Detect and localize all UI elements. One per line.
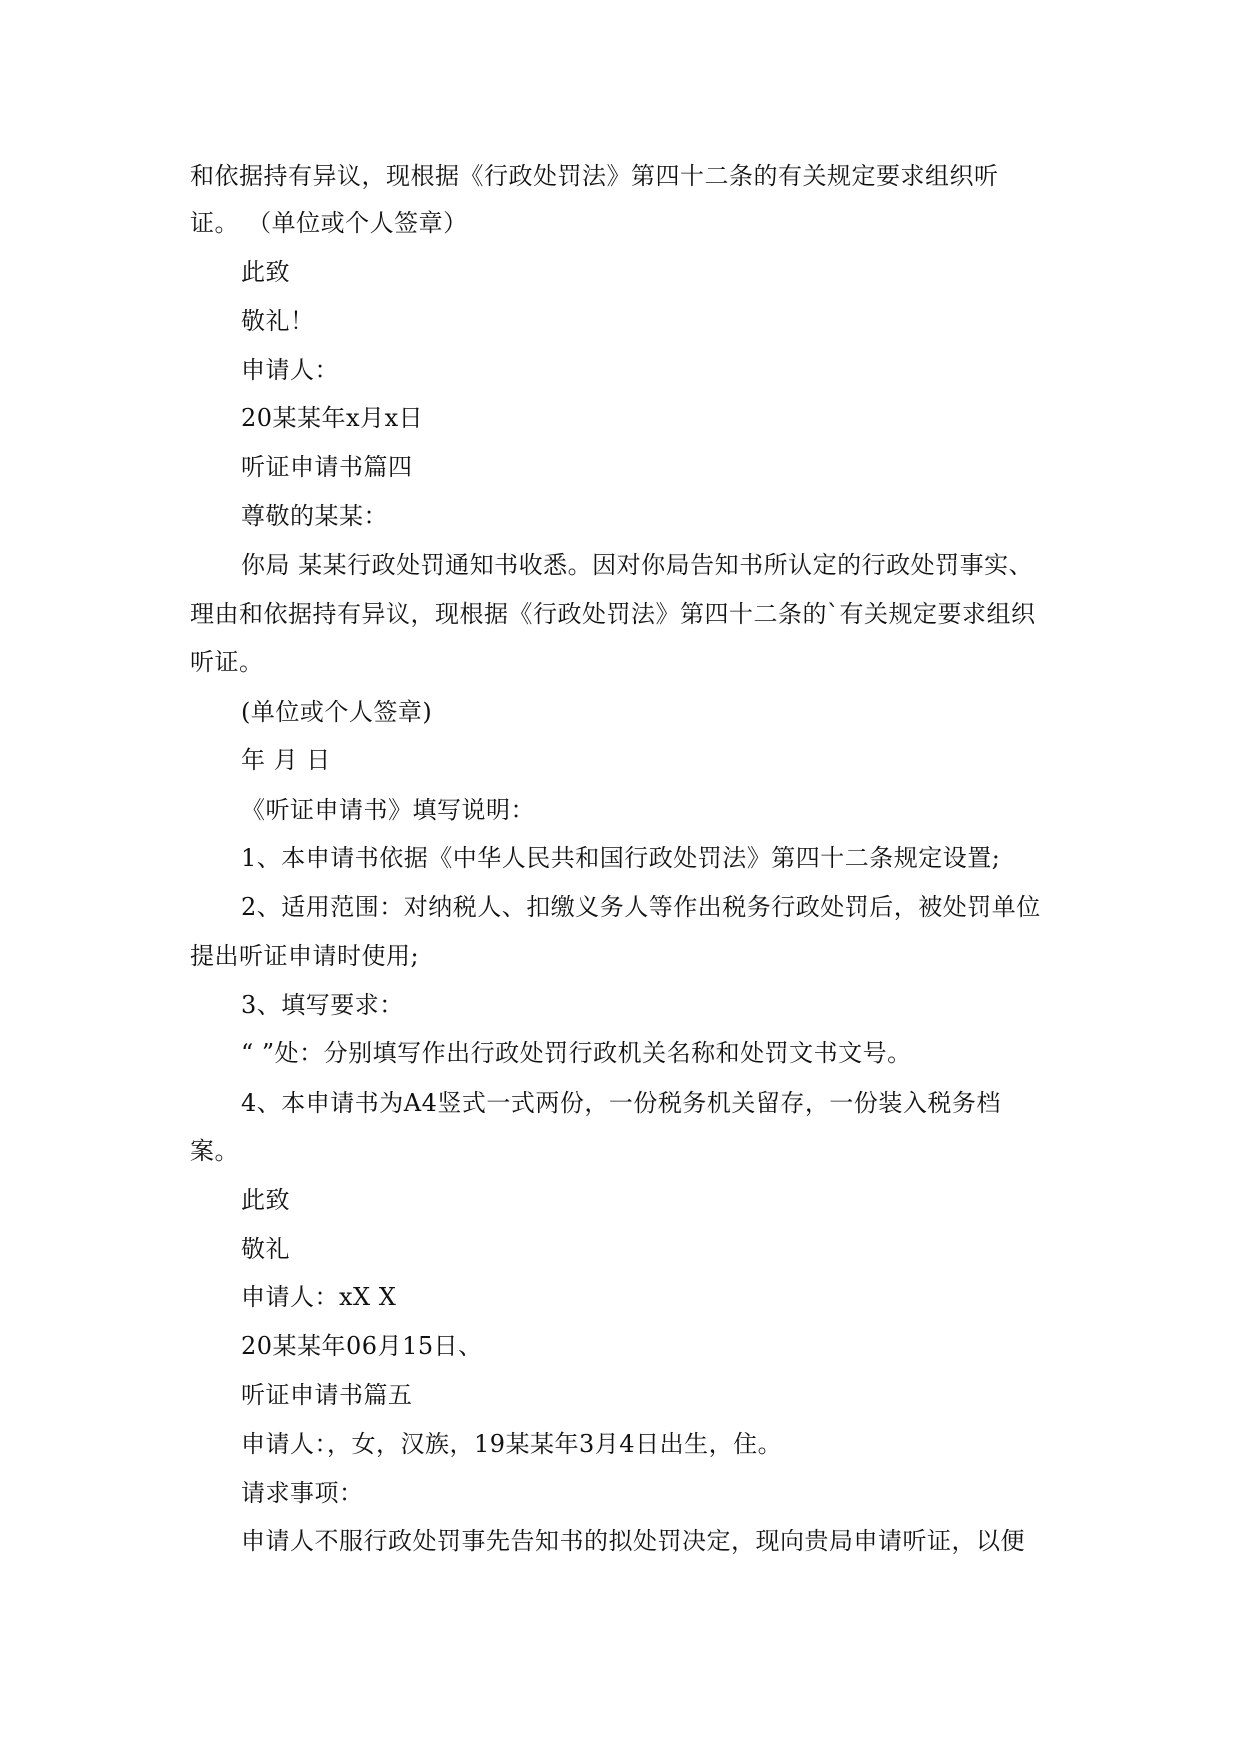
paragraph-line: 20某某年x月x日 — [241, 404, 424, 432]
paragraph-line: 尊敬的某某： — [241, 502, 388, 530]
paragraph-line: 申请人：xX X — [241, 1283, 397, 1311]
paragraph-line: 理由和依据持有异议，现根据《行政处罚法》第四十二条的`有关规定要求组织 — [190, 600, 1036, 628]
paragraph-line: 听证。 — [190, 648, 264, 676]
paragraph-line: 申请人不服行政处罚事先告知书的拟处罚决定，现向贵局申请听证，以便 — [241, 1527, 1025, 1555]
paragraph-line: 3、填写要求： — [241, 991, 404, 1019]
paragraph-line: “ ”处：分别填写作出行政处罚行政机关名称和处罚文书文号。 — [241, 1039, 912, 1067]
paragraph-line: 敬礼 — [241, 1235, 290, 1263]
paragraph-line: 你局 某某行政处罚通知书收悉。因对你局告知书所认定的行政处罚事实、 — [241, 551, 1034, 579]
paragraph-line: 请求事项： — [241, 1479, 364, 1507]
paragraph-line: 《听证申请书》填写说明： — [241, 796, 535, 824]
paragraph-line: 证。 （单位或个人签章） — [190, 209, 468, 237]
paragraph-line: 2、适用范围：对纳税人、扣缴义务人等作出税务行政处罚后，被处罚单位 — [241, 893, 1041, 921]
paragraph-line: 敬礼！ — [241, 307, 315, 335]
paragraph-line: 申请人： — [241, 356, 339, 384]
paragraph-line: 提出听证申请时使用; — [190, 942, 420, 970]
paragraph-line: 此致 — [241, 1186, 290, 1214]
paragraph-line: 年 月 日 — [241, 746, 331, 774]
paragraph-line: (单位或个人签章) — [241, 698, 433, 726]
section-heading: 听证申请书篇五 — [241, 1381, 413, 1409]
paragraph-line: 此致 — [241, 258, 290, 286]
paragraph-line: 和依据持有异议，现根据《行政处罚法》第四十二条的有关规定要求组织听 — [190, 162, 999, 190]
paragraph-line: 4、本申请书为A4竖式一式两份，一份税务机关留存，一份装入税务档 — [241, 1089, 1001, 1117]
section-heading: 听证申请书篇四 — [241, 453, 413, 481]
paragraph-line: 案。 — [190, 1137, 239, 1165]
paragraph-line: 申请人：，女，汉族，19某某年3月4日出生，住。 — [241, 1430, 783, 1458]
paragraph-line: 1、本申请书依据《中华人民共和国行政处罚法》第四十二条规定设置; — [241, 844, 1001, 872]
paragraph-line: 20某某年06月15日、 — [241, 1332, 483, 1360]
